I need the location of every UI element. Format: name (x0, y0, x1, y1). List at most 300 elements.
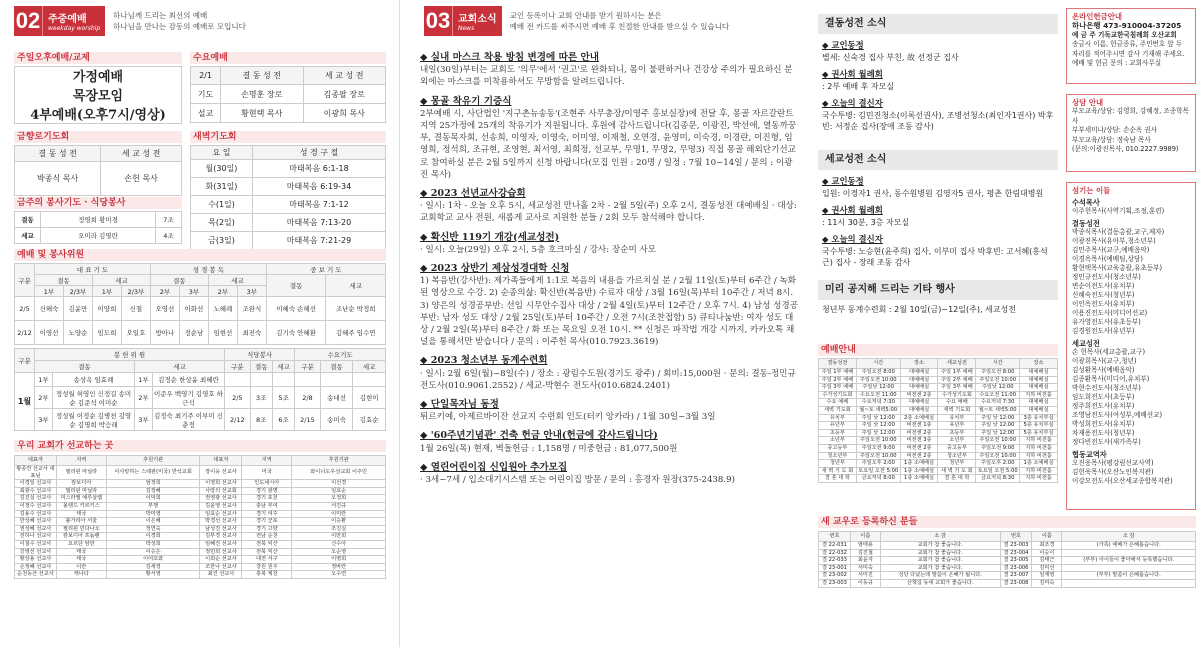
news-item (420, 399, 800, 423)
table-cell: 주일오전 8:00 (856, 369, 900, 377)
table-cell: 정연숙 (106, 525, 200, 533)
news-body: 튀르키예, 아제르바이잔 선교지 수련회 인도(터키 앙카라) / 1월 30일~3월 3일 (420, 412, 716, 423)
staff-line: 박종식목사(결동총괄,교구,제자) (1072, 228, 1165, 236)
staff-group: 세교성전 (1072, 339, 1100, 348)
table-cell: 교회가 참 좋습니다. (880, 542, 1000, 550)
cell: 2/8 (295, 387, 321, 409)
table-header: 대표자 (15, 456, 57, 466)
side-title: 섬기는 이들 (1072, 186, 1111, 195)
table-cell: 불가리아 서울 (56, 518, 106, 526)
dawn-table (190, 145, 386, 250)
cell: 결동 (35, 361, 135, 373)
cell: 마태복음 7:21-29 (253, 232, 386, 250)
table-cell: 주일오전 10:00 (856, 437, 900, 445)
section-title: 교회소식 (458, 14, 497, 25)
table-cell: 손정혜 선교사 (15, 563, 57, 571)
table-cell: 주일 낮 12:00 (976, 414, 1020, 422)
news-heading: ◆ 확신반 119기 개강(세교성전) (420, 231, 560, 243)
staff-line: 차재용전도사(청년부) (1072, 429, 1135, 437)
pray-name: 박종식 목사 (15, 162, 101, 196)
news-body: · 일시: 1차 - 오늘 오후 5시, 세교성전 만나홀 2차 - 2월 5일(주) 오후 2시, 결동성전 대예배실 · 대상: 교회학교 교사 전원, 새롭게 교사로 지원한 분들 / 2회 모두 참석해야 합니다. (420, 201, 797, 224)
side-line: 부모교육/상담: 김영희, 강혜정, 조종학목사 (1072, 107, 1189, 125)
table-cell: 청년부 (938, 460, 976, 468)
table-cell: 남성진 선교사 (200, 525, 242, 533)
cell: 이양희 (92, 297, 121, 321)
table-row (15, 556, 386, 564)
news-heading: ◆ 오늘의 결신자 (822, 234, 883, 244)
table-cell: 대예배실 (900, 399, 938, 407)
table-cell: 월~토 새벽5:00 (856, 406, 900, 414)
news-heading: ◆ 단일목자님 동정 (420, 399, 499, 411)
table-cell: 이미란 (292, 510, 386, 518)
cell: 3부 (35, 409, 53, 431)
cell: 3부 (179, 286, 208, 297)
news-body: · 3세~7세 / 입소대기시스템 또는 어린이집 방문 / 문의 : 홍경자 원장(375-2438.9) (420, 475, 735, 486)
cell: 정영희 황미경 (41, 212, 156, 228)
staff-line: 김종환목사(미디어,유치부) (1072, 375, 1150, 383)
table-cell: 이영희 선교사 (200, 480, 242, 488)
table-header: 후원기관 (292, 456, 386, 466)
table-header: 세교성전 (938, 359, 976, 369)
table-row (819, 391, 1058, 399)
table-cell: 유치부 (819, 414, 857, 422)
cell: 2/5 (225, 387, 251, 409)
table-cell: 주일 낮 12:00 (856, 414, 900, 422)
table-cell: 주일오전 10:00 (976, 437, 1020, 445)
pray-head: 세 교 성 전 (101, 146, 182, 162)
news-body: 입원: 이경자1 권사, 동수원병원 김영자5 권사, 평촌 한림대병원 (822, 188, 1044, 198)
table-cell: 박미영 (106, 510, 200, 518)
gd-list (822, 40, 1058, 139)
table-cell: 주일 2부 예배 (819, 376, 857, 384)
table-cell: 주일 3부 예배 (819, 384, 857, 392)
table-row (819, 460, 1058, 468)
cell: 1부 (35, 373, 53, 387)
header-sub2: 하나님을 만나는 감동의 예배로 모입니다 (113, 22, 246, 31)
table-row (819, 564, 1196, 572)
news-body: 국수투병: 노승현(윤주희) 집사, 이부미 집사 박후빈: 고서혜(홍석근) 집사 - 장래 조동 감사 (822, 246, 1048, 267)
table-row (819, 579, 1196, 587)
news-item (822, 205, 1058, 228)
cell: 세교 (326, 275, 386, 297)
staff-line: 김헌욱목사(오산노인복지관) (1072, 468, 1154, 476)
table-cell: 엄정희 (106, 480, 200, 488)
table-cell: 이은혜 (106, 518, 200, 526)
table-cell (1062, 549, 1196, 557)
cell: 5조 (272, 387, 294, 409)
table-cell: 초등부 (819, 429, 857, 437)
table-cell: 필리핀 민다나오 (56, 525, 106, 533)
table-cell: 주일오전 10:00 (856, 376, 900, 384)
staff-line: 정다빈전도사(새가족부) (1072, 438, 1141, 446)
table-cell: 이승환 (292, 518, 386, 526)
table-cell: 수가성기도회 (819, 391, 857, 399)
news-item (420, 355, 800, 392)
table-cell: 최광수 선교사 (15, 487, 57, 495)
table-cell: 대예배실 (900, 406, 938, 414)
cell: 2/12 (225, 409, 251, 431)
table-cell: 태국 (56, 556, 106, 564)
table-cell: 필리핀 마닐라 (56, 487, 106, 495)
section-number: 02 (14, 6, 42, 36)
table-cell: 김태근 (1032, 557, 1062, 565)
cell: 오미라 김명란 (41, 228, 156, 244)
table-cell: 수요오전 11:00 (856, 391, 900, 399)
table-cell: 대전 서구 (242, 556, 292, 564)
table-cell: 이경희 (106, 533, 200, 541)
table-cell: 청소년부 (819, 452, 857, 460)
table-cell: 태국 (56, 548, 106, 556)
table-cell: 결 22-033 (819, 557, 851, 565)
cell: 2/1 (191, 67, 221, 85)
table-cell: 박경선 선교사 (200, 518, 242, 526)
table-cell: (부부) 말씀이 은혜롭습니다. (1062, 572, 1196, 580)
table-row (819, 384, 1058, 392)
staff-line: 이경옥목사(예배팀,상담) (1072, 255, 1143, 263)
table-cell: 비전센 2층 (900, 452, 938, 460)
table-cell: 주일낮 12:00 (976, 384, 1020, 392)
wed-title: 금주의 봉사기도 · 식당봉사 (14, 197, 182, 209)
cell: 세교 (15, 228, 41, 244)
table-cell: 결 23-001 (819, 564, 851, 572)
news-body: 별세: 신숙경 집사 부친, 故 선정군 집사 (822, 52, 959, 62)
table-cell: 경기 군포 (242, 518, 292, 526)
cell: 기도 (191, 85, 221, 104)
table-header: 번호 (819, 532, 851, 542)
table-cell: 산책길 동네 교회가 좋습니다. (880, 579, 1000, 587)
cell: 2부 (150, 286, 179, 297)
side-line: 부모교육/상담: 정숙남 목사 (1072, 135, 1151, 144)
table-cell: 지하 비전홀 (1020, 452, 1058, 460)
table-row (15, 510, 386, 518)
table-cell: 이경일 선교사 (15, 480, 57, 488)
news-item (822, 176, 1058, 199)
news-heading: ◆ 2023 선년교사강습회 (420, 188, 526, 200)
cell: 7조 (156, 212, 182, 228)
table-row (819, 542, 1196, 550)
news-heading: ◆ 교인동정 (822, 40, 864, 50)
table-cell: 강영선 선교사 (15, 548, 57, 556)
news-heading: ◆ 권사회 월례회 (822, 205, 883, 215)
table-cell: 3층 유치부실 (1020, 414, 1058, 422)
cell: 정순남 (179, 321, 208, 345)
cell: 노양순 (63, 321, 92, 345)
news-body: 1월 26일(목) 현재, 벽돌헌금 : 1,158명 / 미중헌금 : 81,077,500원 (420, 443, 678, 454)
table-cell: 최윤자 (850, 557, 880, 565)
cell: 이준우 백영기 김영호 하근석 (153, 387, 225, 409)
news-body: 국수투병: 김민진청소(이록선권사), 조병선청소(최인자1권사) 박후빈: 서정순 집사(장애 조동 감사) (822, 110, 1054, 131)
table-cell: 교회가 참 좋습니다. (880, 557, 1000, 565)
table-cell: 1층 소예배실 (900, 460, 938, 468)
side-line: 예배 및 헌금 문의 : 교회사무실 (1072, 59, 1162, 68)
table-row (819, 437, 1058, 445)
table-cell: 토요일 오전 5:00 (858, 467, 899, 474)
news-item (822, 98, 1058, 133)
page-campus-news (812, 0, 1200, 647)
table-cell (1062, 564, 1196, 572)
worship-table (818, 358, 1058, 483)
staff-line: 조영남전도사(여성부,예배선교) (1072, 411, 1163, 419)
cell: 세교 (353, 361, 386, 373)
cell: 3부 (135, 409, 153, 431)
cell: 김정순 한상윤 최혜란 (153, 373, 225, 387)
table-cell: 새벽 기도회 (819, 406, 857, 414)
cell: 노혜례 (208, 297, 237, 321)
staff-line: 박현수전도사(청소년부) (1072, 384, 1141, 392)
table-cell: 권영광 선교사 (200, 495, 242, 503)
cell: 2부 (35, 387, 53, 409)
table-cell: 결 23-008 (1000, 579, 1032, 587)
cell: 신해숙 (35, 297, 64, 321)
table-cell: 새 벽 기 도 회 (938, 467, 976, 475)
table-cell: 충남 부여 (242, 502, 292, 510)
cell: 2/3부 (63, 286, 92, 297)
cell: 마태복음 6:19-34 (253, 178, 386, 196)
cell: 마태복음 7:13-20 (253, 214, 386, 232)
cell: 최진숙 (237, 321, 266, 345)
offering-table (14, 348, 386, 431)
side-title: 온라인헌금안내 (1072, 12, 1122, 21)
table-cell: 비전센 2층 (900, 391, 938, 399)
cell: 이혜숙 손해선 (266, 297, 326, 321)
table-cell: 임재영 (1032, 572, 1062, 580)
table-row (15, 480, 386, 488)
table-row (15, 495, 386, 503)
cell: 화(31일) (191, 178, 253, 196)
cell: 김혜주 임수연 (326, 321, 386, 345)
table-cell: 1층 소예배실 (1020, 460, 1058, 468)
table-cell: 주일오후 2:00 (976, 460, 1020, 468)
table-row (819, 422, 1058, 430)
table-cell: 서미숙 (850, 564, 880, 572)
table-header: 소 감 (880, 532, 1000, 542)
staff-line: 박성희전도사(유치부) (1072, 420, 1135, 428)
header-sub1: 교인 등록이나 교회 안내를 받기 원하시는 분은 (509, 11, 662, 20)
table-row (15, 548, 386, 556)
table-header: 번호 (1000, 532, 1032, 542)
table-row (819, 572, 1196, 580)
table-cell: 이사랑하는 스테판(미국) 반석교회 (106, 466, 200, 480)
table-cell: 주일오전 10:00 (856, 452, 900, 460)
table-header: 이름 (850, 532, 880, 542)
cell: 설교 (191, 104, 221, 123)
table-row (819, 414, 1058, 422)
table-cell: 미스라엘 예루살렘 (56, 495, 106, 503)
table-row (15, 487, 386, 495)
table-cell: 금요저녁 8:00 (856, 475, 900, 483)
table-cell: 김진철 (850, 549, 880, 557)
pray-head: 결 동 성 전 (15, 146, 101, 162)
cell: 목(2일) (191, 214, 253, 232)
cell: 마태복음 7:1-12 (253, 196, 386, 214)
table-cell: 조한나 선교사 (200, 563, 242, 571)
table-cell: 결 22-032 (819, 549, 851, 557)
table-cell: 전북 익산 (242, 548, 292, 556)
table-cell: 최조경 (1032, 542, 1062, 550)
table-cell: 주일 1부 예배 (938, 369, 976, 377)
table-cell: 이희순 선교사 (200, 556, 242, 564)
table-cell: 부행 (106, 502, 200, 510)
cell: 결동 (35, 275, 93, 286)
news-body: : 11시 30분, 3층 자모실 (822, 217, 910, 227)
table-cell: 캐나다 (56, 571, 106, 579)
news-heading: ◆ 권사회 월례회 (822, 69, 883, 79)
reg-table (818, 531, 1196, 588)
cell: 조완식 (237, 297, 266, 321)
news-heading: ◆ 2023 청소년부 동계수련회 (420, 355, 548, 367)
header-sub1: 하나님께 드리는 최선의 예배 (113, 11, 208, 20)
table-cell: 이만희 (292, 533, 386, 541)
cell: 성 경 봉 독 (150, 264, 266, 275)
cell: 2부 (135, 387, 153, 409)
table-cell: 한성혜 선교사 (15, 518, 57, 526)
staff-line: 신혜숙전도사(청년부) (1072, 291, 1135, 299)
sunday-line: 목장모임 (72, 89, 124, 104)
cell: 2/15 (295, 409, 321, 431)
table-cell: 이승은 (106, 548, 200, 556)
cell: 세교 (135, 361, 225, 373)
sg-title: 세교성전 소식 (818, 150, 1058, 170)
cell: 김효순 (353, 409, 386, 431)
table-row (15, 571, 386, 579)
news-item (822, 234, 1058, 269)
cell (225, 373, 251, 387)
table-cell: 경기 포천 (242, 495, 292, 503)
cell: 결 동 성 전 (221, 67, 304, 85)
table-cell: 2층 소예배실 (900, 414, 938, 422)
news-item (822, 69, 1058, 92)
staff-line: 김민주목사(교구,예배음악) (1072, 246, 1150, 254)
page-church-news (410, 0, 805, 647)
table-cell: 비전센 2층 (900, 444, 938, 452)
section-header (424, 6, 729, 36)
pray-name: 손헌 목사 (101, 162, 182, 196)
table-cell: 강원 원주 (242, 563, 292, 571)
table-cell: 주일 3부 예배 (938, 384, 976, 392)
cell: 구분 (295, 361, 321, 373)
staff-box (1066, 182, 1196, 510)
table-cell: 유치부 (938, 414, 976, 422)
cell: 세교 (272, 361, 294, 373)
staff-line: 김성환목사(예배음악) (1072, 366, 1135, 374)
cell: 송미숙 (320, 409, 353, 431)
table-cell: (부부) 아이들이 좋아해서 등록했습니다. (1062, 557, 1196, 565)
table-header: 장소 (1020, 359, 1058, 369)
table-cell: 와이너도우선교회 이주민 (292, 466, 386, 480)
cell: 이화선 (179, 297, 208, 321)
table-header: 후원기관 (106, 456, 200, 466)
table-cell: 주일 1부 예배 (819, 369, 857, 377)
table-cell: 이승이 (1032, 549, 1062, 557)
cell: 4조 (156, 228, 182, 244)
table-cell: 금요저녁 8:30 (976, 475, 1020, 483)
table-cell: 결 혼 대 학 (938, 475, 976, 483)
news-item (420, 263, 800, 348)
table-cell: 이여호와 (106, 556, 200, 564)
table-cell: 소년부 (938, 437, 976, 445)
news-item (822, 40, 1058, 63)
table-cell: 임혜진 선교사 (200, 540, 242, 548)
cell: 구분 (225, 361, 251, 373)
staff-line: 임도희전도사(초등부) (1072, 393, 1135, 401)
table-header: 소 감 (1062, 532, 1196, 542)
table-row (15, 540, 386, 548)
table-row (15, 563, 386, 571)
table-row (819, 549, 1196, 557)
dawn-title: 새벽기도회 (190, 131, 386, 143)
table-cell: 주일 낮 12:00 (856, 422, 900, 430)
table-cell: 수요오전 11:00 (976, 391, 1020, 399)
staff-line: 이주헌목사(사역기획,조정,훈련) (1072, 207, 1165, 215)
table-cell: 지하 비전홀 (1020, 467, 1058, 475)
table-cell: 김정혜 (106, 487, 200, 495)
table-cell: 정바란 (292, 563, 386, 571)
table-cell: 김윤영 선교사 (200, 502, 242, 510)
staff-line: 이용진전도사(미디어선교) (1072, 309, 1148, 317)
table-cell: 황서영 (106, 571, 200, 579)
staff-group: 협동교역자 (1072, 450, 1107, 459)
table-cell: 김미숙 (1032, 579, 1062, 587)
table-row (819, 376, 1058, 384)
cell: 6조 (272, 409, 294, 431)
staff-line: 정주희전도사(유치부) (1072, 402, 1135, 410)
table-cell: 김진실 선교사 (15, 495, 57, 503)
table-cell: 수요저녁 7:30 (976, 399, 1020, 407)
cell: 마태복음 6:1-18 (253, 160, 386, 178)
table-cell: 사랑의 선교회 (200, 487, 242, 495)
sunday-line: 4부예배(오후7시/영상) (30, 108, 166, 123)
table-cell: 장이웅 선교사 (200, 466, 242, 480)
news-body: 1) 복음반(강사반): 제가족들에게 1:1로 복음의 내용을 가르치실 분 / 2월 11일(토)부터 6주간 / 녹화된 영상으로 수강. 2) 순종의삶: 확신반(복음반) 수료자 대상 / 3월 16일(목)부터 10주간 / 저녁 8시. 3) 양은의 성경공부반: 선임 시무안수집사 대상 / 2월 4일(토)부터 12주간 / 오후 7시. 4) 남성 성경공부반: 남자 성도 대상 / 2월 25일(토)부터 10주간 / 오전 7시(조찬접함) 5) 큐티나눔반: 여자 성도 대상 / 2월 2일(목)부터 8주간 / 화 또는 목요일 오전 10시. ** 신청은 파작법 개강 시까지, 카카오톡 채널을 통해서만 받습니다 / 문의 : 이주헌 목사(010.7923.3619) (420, 276, 799, 348)
table-cell: 결 23-006 (1000, 564, 1032, 572)
cell: 8조 (250, 409, 272, 431)
gd-title: 결동성전 소식 (818, 14, 1058, 34)
table-cell: 대예배실 (1020, 399, 1058, 407)
table-cell: 1층 소예배실 (900, 467, 938, 475)
table-row (15, 533, 386, 541)
table-cell: 전하나 선교사 (15, 533, 57, 541)
table-cell: 소년부 (819, 437, 857, 445)
table-cell: 이동규 (850, 579, 880, 587)
worship-title: 예배안내 (818, 344, 1058, 356)
table-row (15, 502, 386, 510)
news-heading: ◆ 실내 마스크 착용 방침 변경에 따른 안내 (420, 52, 600, 63)
cell: 송대선 (320, 387, 353, 409)
table-cell: 오수연 (292, 571, 386, 579)
cell: 금(3일) (191, 232, 253, 250)
table-cell: 경기 고양 (242, 525, 292, 533)
sunday-title: 주일오후예배/교제 (14, 52, 182, 64)
staff-line: 오진웅목사(평강림선교사역) (1072, 459, 1154, 467)
cell: 3조 (250, 387, 272, 409)
staff-line: 이광희목사(교구,청년) (1072, 357, 1137, 365)
sg-list (822, 176, 1058, 275)
news-body: · 일시: 오늘(29일) 오후 2시, 5층 호크마실 / 강사: 장순미 사모 (420, 244, 657, 255)
cell: 세 교 성 전 (303, 67, 386, 85)
table-cell: 인도네시아 (242, 480, 292, 488)
notice-body: 청년부 동계수련회 : 2월 10일(금)~12일(주), 세교성전 (822, 305, 1016, 314)
table-cell: 필리핀 마닐라 (56, 466, 106, 480)
cell: 결동 (150, 275, 208, 286)
serve-table (14, 263, 386, 345)
table-cell: 이병희 (292, 556, 386, 564)
cell: 세교 (92, 275, 150, 286)
table-cell: 서진규 (292, 502, 386, 510)
cell: 수요기도 (295, 349, 386, 361)
side-line: 송금시 이름, 헌금종류, 주민번호 앞 두 자리를 적어주시면 감사 기재해 주세요. (1072, 40, 1185, 58)
cell: 손명훈 장로 (221, 85, 304, 104)
staff-line: 손 헌목사(세교총괄,교구) (1072, 348, 1146, 356)
